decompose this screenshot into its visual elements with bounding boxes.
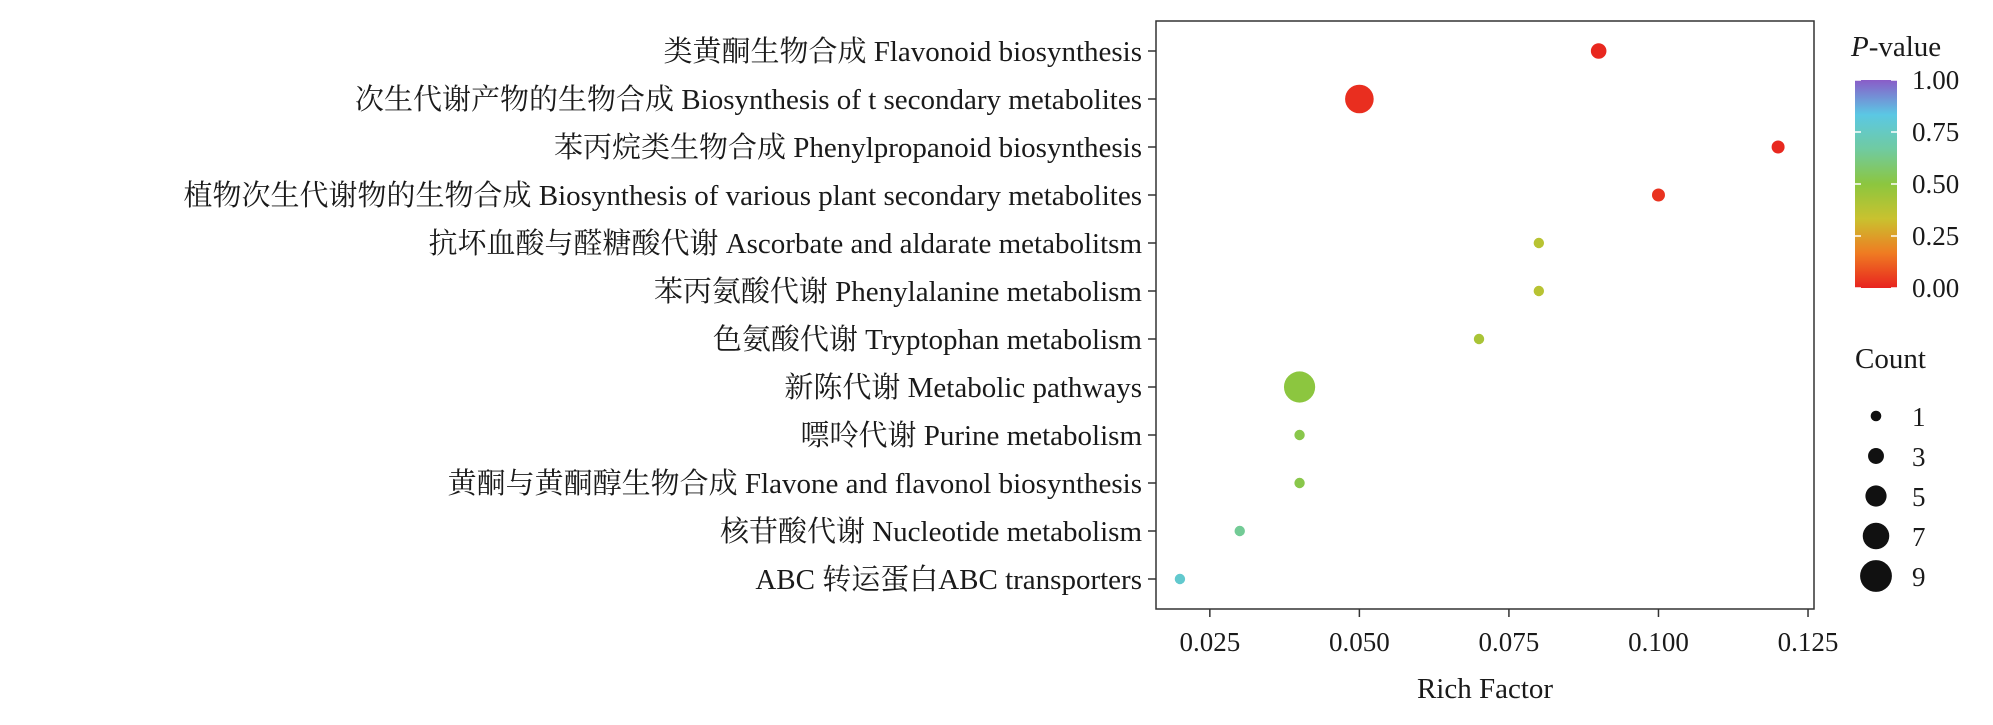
x-axis xyxy=(1179,609,1838,657)
colorbar-tick-label: 1.00 xyxy=(1912,65,1960,95)
x-tick-label: 0.025 xyxy=(1179,627,1241,657)
x-axis-title: Rich Factor xyxy=(1416,673,1554,705)
count-legend-dot xyxy=(1865,485,1886,506)
category-label: 植物次生代谢物的生物合成 Biosynthesis of various plant secondary metabolites xyxy=(183,180,1142,212)
category-label: 新陈代谢 Metabolic pathways xyxy=(784,372,1142,404)
data-point xyxy=(1235,526,1245,536)
category-label: 黄酮与黄酮醇生物合成 Flavone and flavonol biosynthesis xyxy=(447,468,1142,500)
category-label: 抗坏血酸与醛糖酸代谢 Ascorbate and aldarate metabolitsm xyxy=(428,228,1142,260)
count-legend xyxy=(1855,343,1926,592)
data-points xyxy=(1175,43,1785,584)
colorbar-tick-label: 0.75 xyxy=(1912,117,1960,147)
x-tick-label: 0.125 xyxy=(1777,627,1839,657)
count-legend-dot xyxy=(1868,448,1884,464)
data-point xyxy=(1534,286,1544,296)
category-label: 苯丙烷类生物合成 Phenylpropanoid biosynthesis xyxy=(553,132,1142,164)
count-legend-label: 9 xyxy=(1912,562,1926,592)
pvalue-legend-title-p: P xyxy=(1851,31,1869,63)
data-point xyxy=(1474,334,1484,344)
category-label: ABC 转运蛋白ABC transporters xyxy=(755,564,1142,596)
colorbar-tick-label: 0.25 xyxy=(1912,221,1960,251)
x-tick-label: 0.050 xyxy=(1329,627,1390,657)
data-point xyxy=(1294,430,1304,440)
colorbar-tick-label: 0.50 xyxy=(1912,169,1960,199)
count-legend-label: 3 xyxy=(1912,442,1926,472)
x-tick-label: 0.075 xyxy=(1478,627,1540,657)
category-label: 核苷酸代谢 Nucleotide metabolism xyxy=(719,516,1142,548)
y-axis-ticks xyxy=(1148,51,1156,579)
count-legend-label: 7 xyxy=(1912,522,1926,552)
pvalue-legend-title xyxy=(1850,31,1941,63)
count-legend-label: 5 xyxy=(1912,482,1926,512)
pvalue-colorbar xyxy=(1855,80,1897,288)
count-legend-dot xyxy=(1863,523,1890,550)
data-point xyxy=(1652,189,1665,202)
pvalue-legend xyxy=(1850,31,1959,303)
count-legend-title: Count xyxy=(1855,343,1926,375)
data-point xyxy=(1345,85,1374,114)
category-label: 次生代谢产物的生物合成 Biosynthesis of t secondary metabolites xyxy=(355,84,1142,116)
data-point xyxy=(1175,574,1185,584)
count-legend-items xyxy=(1860,402,1925,592)
data-point xyxy=(1284,371,1315,402)
data-point xyxy=(1591,43,1607,59)
x-tick-label: 0.100 xyxy=(1628,627,1689,657)
category-labels xyxy=(183,35,1142,596)
plot-frame xyxy=(1156,21,1814,609)
count-legend-dot xyxy=(1871,411,1882,422)
category-label: 嘌呤代谢 Purine metabolism xyxy=(800,420,1142,452)
data-point xyxy=(1294,478,1304,488)
category-label: 苯丙氨酸代谢 Phenylalanine metabolism xyxy=(653,276,1142,308)
category-label: 色氨酸代谢 Tryptophan metabolism xyxy=(712,324,1142,356)
count-legend-label: 1 xyxy=(1912,402,1926,432)
colorbar-tick-label: 0.00 xyxy=(1912,273,1960,303)
data-point xyxy=(1534,238,1544,248)
pvalue-legend-title-rest: -value xyxy=(1868,31,1942,63)
category-label: 类黄酮生物合成 Flavonoid biosynthesis xyxy=(663,36,1142,68)
data-point xyxy=(1772,141,1785,154)
count-legend-dot xyxy=(1860,560,1892,592)
